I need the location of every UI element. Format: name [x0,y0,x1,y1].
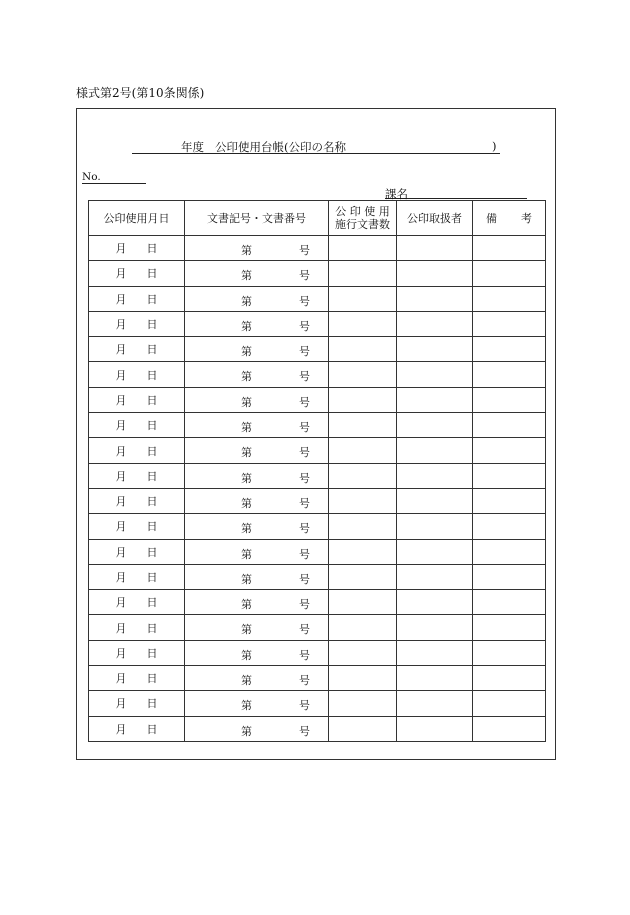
cell-handler[interactable] [397,590,473,615]
go-label: 号 [299,395,310,409]
table-row [89,716,546,741]
month-label: 月 [115,571,127,584]
cell-remarks[interactable] [473,463,546,488]
cell-count[interactable] [329,387,397,412]
month-label: 月 [115,343,127,357]
table-row [89,413,546,438]
cell-remarks[interactable] [473,564,546,589]
header-date: 公印使用月日 [89,201,185,236]
month-label: 月 [115,318,127,332]
cell-handler[interactable] [397,311,473,336]
dai-label: 第 [241,421,252,435]
cell-date[interactable] [89,539,185,564]
day-label: 日 [146,646,158,660]
header-remarks-b: 考 [521,212,532,225]
cell-date[interactable] [89,236,185,261]
table-row [89,286,546,311]
month-label: 月 [115,520,127,534]
cell-document[interactable] [185,488,329,513]
ledger-body [89,236,546,742]
cell-remarks[interactable] [473,488,546,513]
cell-document[interactable] [185,640,329,665]
cell-remarks[interactable] [473,337,546,362]
ledger-title [132,139,500,154]
table-row [89,564,546,589]
day-label: 日 [146,267,158,281]
month-label: 月 [115,292,127,306]
cell-document[interactable] [185,236,329,261]
cell-date[interactable] [89,640,185,665]
day-label: 日 [146,419,158,433]
table-row [89,387,546,412]
go-label: 号 [299,547,310,561]
dai-label: 第 [241,572,252,586]
dai-label: 第 [241,648,252,662]
header-count-line1: 公 印 使 用 [335,205,390,218]
dai-label: 第 [241,395,252,409]
cell-count[interactable] [329,261,397,286]
cell-date[interactable] [89,438,185,463]
cell-handler[interactable] [397,387,473,412]
table-row [89,362,546,387]
cell-document[interactable] [185,564,329,589]
header-count [329,201,397,236]
go-label: 号 [299,269,310,283]
cell-remarks[interactable] [473,438,546,463]
day-label: 日 [146,242,158,256]
cell-document[interactable] [185,413,329,438]
dai-label: 第 [241,522,252,536]
day-label: 日 [146,368,158,382]
month-label: 月 [115,469,127,483]
number-label: No. [82,171,101,183]
table-row [89,463,546,488]
day-label: 日 [146,343,158,357]
month-label: 月 [115,596,127,610]
day-label: 日 [146,672,158,686]
table-row [89,261,546,286]
dai-label: 第 [241,370,252,384]
cell-count[interactable] [329,311,397,336]
cell-count[interactable] [329,514,397,539]
month-label: 月 [115,267,127,281]
cell-date[interactable] [89,337,185,362]
table-row [89,236,546,261]
go-label: 号 [299,370,310,384]
cell-handler[interactable] [397,514,473,539]
cell-date[interactable] [89,716,185,741]
cell-remarks[interactable] [473,362,546,387]
dai-label: 第 [241,598,252,612]
table-row [89,438,546,463]
cell-handler[interactable] [397,413,473,438]
cell-document[interactable] [185,514,329,539]
cell-date[interactable] [89,666,185,691]
table-row [89,640,546,665]
month-label: 月 [115,672,127,686]
cell-handler[interactable] [397,236,473,261]
cell-handler[interactable] [397,666,473,691]
cell-count[interactable] [329,413,397,438]
dai-label: 第 [241,724,252,738]
cell-date[interactable] [89,286,185,311]
cell-count[interactable] [329,539,397,564]
cell-remarks[interactable] [473,666,546,691]
dai-label: 第 [241,244,252,257]
table-header-row [89,201,546,236]
cell-count[interactable] [329,640,397,665]
day-label: 日 [146,318,158,332]
cell-date[interactable] [89,590,185,615]
header-remarks [473,201,546,236]
day-label: 日 [146,444,158,458]
cell-remarks[interactable] [473,514,546,539]
cell-document[interactable] [185,691,329,716]
cell-document[interactable] [185,311,329,336]
title-close-paren: ) [492,139,497,153]
cell-date[interactable] [89,463,185,488]
cell-handler[interactable] [397,286,473,311]
go-label: 号 [299,572,310,586]
cell-document[interactable] [185,590,329,615]
table-row [89,311,546,336]
cell-date[interactable] [89,362,185,387]
cell-date[interactable] [89,261,185,286]
cell-handler[interactable] [397,691,473,716]
section-name-label: 課名 [385,187,408,201]
cell-document[interactable] [185,438,329,463]
day-label: 日 [146,697,158,711]
day-label: 日 [146,722,158,736]
dai-label: 第 [241,294,252,308]
dai-label: 第 [241,269,252,283]
cell-count[interactable] [329,337,397,362]
cell-count[interactable] [329,236,397,261]
cell-handler[interactable] [397,716,473,741]
number-field[interactable] [82,171,146,184]
table-row [89,488,546,513]
cell-remarks[interactable] [473,236,546,261]
go-label: 号 [299,496,310,510]
dai-label: 第 [241,345,252,359]
dai-label: 第 [241,471,252,485]
go-label: 号 [299,724,310,738]
cell-remarks[interactable] [473,640,546,665]
go-label: 号 [299,699,310,713]
dai-label: 第 [241,623,252,637]
cell-document[interactable] [185,286,329,311]
cell-document[interactable] [185,666,329,691]
day-label: 日 [146,495,158,509]
cell-handler[interactable] [397,261,473,286]
day-label: 日 [146,621,158,635]
go-label: 号 [299,598,310,612]
day-label: 日 [146,596,158,610]
cell-date[interactable] [89,488,185,513]
month-label: 月 [115,722,127,736]
table-row [89,590,546,615]
cell-remarks[interactable] [473,716,546,741]
cell-date[interactable] [89,564,185,589]
table-row [89,337,546,362]
month-label: 月 [115,419,127,433]
cell-remarks[interactable] [473,539,546,564]
month-label: 月 [115,393,127,407]
cell-handler[interactable] [397,488,473,513]
ledger-table [88,200,546,742]
cell-date[interactable] [89,615,185,640]
go-label: 号 [299,446,310,460]
month-label: 月 [115,545,127,559]
cell-date[interactable] [89,691,185,716]
dai-label: 第 [241,496,252,510]
month-label: 月 [115,242,127,256]
cell-handler[interactable] [397,564,473,589]
day-label: 日 [146,545,158,559]
cell-count[interactable] [329,286,397,311]
cell-count[interactable] [329,362,397,387]
cell-document[interactable] [185,362,329,387]
day-label: 日 [146,393,158,407]
cell-handler[interactable] [397,615,473,640]
table-row [89,615,546,640]
cell-remarks[interactable] [473,615,546,640]
cell-remarks[interactable] [473,311,546,336]
form-label: 様式第2号(第10条関係) [76,86,205,100]
header-document: 文書記号・文書番号 [185,201,329,236]
go-label: 号 [299,421,310,435]
cell-remarks[interactable] [473,286,546,311]
cell-remarks[interactable] [473,413,546,438]
cell-count[interactable] [329,691,397,716]
go-label: 号 [299,244,310,257]
go-label: 号 [299,623,310,637]
go-label: 号 [299,345,310,359]
cell-date[interactable] [89,387,185,412]
dai-label: 第 [241,547,252,561]
cell-remarks[interactable] [473,261,546,286]
cell-handler[interactable] [397,438,473,463]
section-name-field[interactable] [385,186,527,199]
day-label: 日 [146,571,158,584]
cell-document[interactable] [185,463,329,488]
cell-remarks[interactable] [473,590,546,615]
cell-count[interactable] [329,666,397,691]
cell-document[interactable] [185,387,329,412]
cell-handler[interactable] [397,539,473,564]
header-handler: 公印取扱者 [397,201,473,236]
header-remarks-a: 備 [486,212,497,225]
cell-document[interactable] [185,337,329,362]
day-label: 日 [146,292,158,306]
dai-label: 第 [241,674,252,688]
table-row [89,514,546,539]
table-row [89,691,546,716]
cell-count[interactable] [329,463,397,488]
cell-document[interactable] [185,539,329,564]
month-label: 月 [115,368,127,382]
cell-document[interactable] [185,615,329,640]
cell-date[interactable] [89,413,185,438]
cell-count[interactable] [329,590,397,615]
cell-count[interactable] [329,488,397,513]
cell-handler[interactable] [397,362,473,387]
cell-document[interactable] [185,261,329,286]
cell-date[interactable] [89,514,185,539]
dai-label: 第 [241,699,252,713]
table-row [89,666,546,691]
cell-handler[interactable] [397,337,473,362]
cell-remarks[interactable] [473,691,546,716]
cell-handler[interactable] [397,640,473,665]
month-label: 月 [115,495,127,509]
go-label: 号 [299,674,310,688]
dai-label: 第 [241,446,252,460]
cell-count[interactable] [329,615,397,640]
go-label: 号 [299,522,310,536]
table-row [89,539,546,564]
cell-handler[interactable] [397,463,473,488]
cell-remarks[interactable] [473,387,546,412]
cell-document[interactable] [185,716,329,741]
header-count-line2: 施行文書数 [335,218,390,231]
cell-date[interactable] [89,311,185,336]
month-label: 月 [115,646,127,660]
day-label: 日 [146,520,158,534]
cell-count[interactable] [329,438,397,463]
title-ledger-name: 公印使用台帳(公印の名称 [215,140,346,154]
month-label: 月 [115,621,127,635]
go-label: 号 [299,471,310,485]
go-label: 号 [299,648,310,662]
title-year-suffix: 年度 [181,140,204,154]
go-label: 号 [299,294,310,308]
month-label: 月 [115,444,127,458]
month-label: 月 [115,697,127,711]
cell-count[interactable] [329,564,397,589]
go-label: 号 [299,319,310,333]
dai-label: 第 [241,319,252,333]
day-label: 日 [146,469,158,483]
cell-count[interactable] [329,716,397,741]
